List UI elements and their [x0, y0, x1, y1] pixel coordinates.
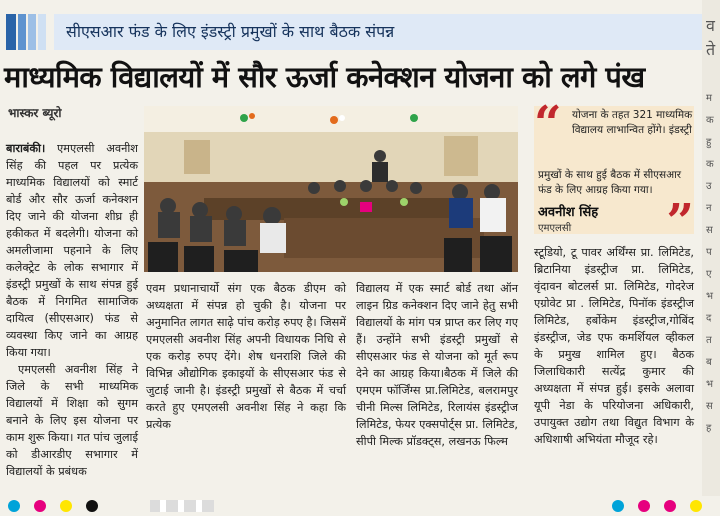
article-column-1: [6, 140, 138, 480]
edge-char: उ: [706, 181, 712, 192]
edge-char: स: [706, 225, 713, 236]
adjacent-article-edge: [702, 0, 720, 516]
article-column-3: विद्यालय में एक स्मार्ट बोर्ड तथा ऑन लाइन ग्रिड कनेक्शन दिए जाने हेतु सभी विद्यालयों के मांग पत्र प्राप्त कर लिए गए हैं। उन्होंने सभी इंडस्ट्री प्रमुखों से सीएसआर फंड से योजना को मूर्त रूप देने का आग्रह किया।बैठक में जिले की एमएम फॉर्जिंग्स प्रा.लिमिटेड, बलरामपुर चीनी मिल्स लिमिटेड, रिलायंस इंडस्ट्रीज लिमिटेड, फेयर एक्सपोर्ट्स प्रा. लिमिटेड, सीपी मिल्क प्रॉडक्ट्स, लखनऊ फिल्म: [356, 282, 518, 448]
quote-name: अवनीश सिंह: [538, 205, 599, 220]
magenta-registration-dot: [34, 500, 46, 512]
edge-char: ह: [706, 423, 712, 434]
article-column-4: स्टूडियो, टू पावर अर्थिंग्स प्रा. लिमिटेड, ब्रिटानिया इंडस्ट्रीज प्रा. लिमिटेड, वृंदावन बोटलर्स प्रा. लिमिटेड, गोदरेज एग्रोवेट प्रा . लिमिटेड, पिनॉक इंडस्ट्रीज लिमिटेड, हर्बोकेम इंडस्ट्रीज,गोबिंद इंडस्ट्रीज, जेड एफ कमर्शियल व्हीकल के प्रमुख शामिल हुए। बैठक जिलाधिकारी सत्येंद्र कुमार की अध्यक्षता में संपन्न हुई। इसके अलावा यूपी नेडा के परियोजना अधिकारी, उपायुक्त उद्योग तथा विद्युत विभाग के अधिशाषी अभियंता मौजूद रहे।: [534, 246, 694, 446]
edge-char: भ: [706, 379, 714, 390]
quote-text-top: योजना के तहत 321 माध्यमिक विद्यालय लाभान्वित होंगे। इंडस्ट्री: [572, 109, 693, 136]
magenta-registration-dot: [638, 500, 650, 512]
edge-char: ते: [706, 40, 716, 59]
edge-char: हु: [706, 137, 712, 148]
edge-char: भ: [706, 291, 714, 302]
edge-char: ए: [706, 269, 712, 280]
kicker-color-bars: [6, 14, 50, 50]
close-quote-icon: ”: [666, 194, 694, 250]
edge-char: म: [706, 93, 712, 104]
headline: माध्यमिक विद्यालयों में सौर ऊर्जा कनेक्शन योजना को लगे पंख: [4, 60, 645, 94]
column-1-paragraph-1: एमएलसी अवनीश सिंह की पहल पर प्रत्येक माध्यमिक विद्यालयों को स्मार्ट बोर्ड और सौर ऊर्जा कनेक्शन दिए जाने की योजना शीघ्र ही हकीकत में बदलेगी। योजना को अमलीजामा पहनाने के लिए कलेक्ट्रेट के लोक सभागार में इंडस्ट्री प्रमुखों के साथ संपन्न हुई बैठक में निगमित सामाजिक दायित्व (सीएसआर) फंड से व्यवस्था किए जाने का आग्रह किया गया।: [6, 142, 138, 359]
column-1-paragraph-2: एमएलसी अवनीश सिंह ने जिले के सभी माध्यमिक विद्यालयों में शिक्षा को सुगम बनाने के लिए इस योजना पर काम शुरू किया। गत पांच जुलाई को डीआरडीए सभागार में विद्यालयों के प्रबंधक: [6, 363, 138, 478]
cyan-registration-dot: [612, 500, 624, 512]
edge-char: ब: [706, 357, 712, 368]
edge-char: क: [706, 159, 714, 170]
registration-gray-strip: [150, 500, 214, 512]
pull-quote: [534, 96, 694, 250]
byline: भास्कर ब्यूरो: [8, 106, 62, 120]
edge-char: क: [706, 115, 714, 126]
edge-char: द: [706, 313, 712, 324]
quote-role: एमएलसी: [538, 223, 572, 234]
edge-char: व: [706, 16, 715, 35]
meeting-photo: [144, 106, 518, 272]
edge-char: प: [706, 247, 712, 258]
edge-char: स: [706, 401, 713, 412]
quote-text-bottom: प्रमुखों के साथ हुई बैठक में सीएसआर फंड के लिए आग्रह किया गया।: [538, 169, 682, 196]
print-registration-bar: [0, 496, 720, 516]
edge-char: त: [706, 335, 712, 346]
article-column-2: एवम प्रधानाचार्यो संग एक बैठक डीएम को अध्यक्षता में संपन्न हो चुकी है। योजना पर अनुमानित लागत साढ़े पांच करोड़ रुपए है। जिसमें एमएलसी अवनीश सिंह अपनी विधायक निधि से एक करोड़ रुपए देंगे। शेष धनराशि जिले की विभिन्न औद्योगिक इकाइयों के सीएसआर फंड से जुटाई जानी है। इंडस्ट्री प्रमुखों से बैठक में चर्चा करते हुए एमएलसी अवनीश सिंह ने कहा कि प्रत्येक: [146, 282, 346, 431]
open-quote-icon: “: [534, 96, 562, 152]
black-registration-dot: [86, 500, 98, 512]
kicker-strap: सीएसआर फंड के लिए इंडस्ट्री प्रमुखों के साथ बैठक संपन्न: [54, 14, 702, 50]
yellow-registration-dot: [690, 500, 702, 512]
magenta-registration-dot: [664, 500, 676, 512]
dateline: बाराबंकी।: [6, 142, 46, 155]
cyan-registration-dot: [8, 500, 20, 512]
edge-char: न: [706, 203, 712, 214]
yellow-registration-dot: [60, 500, 72, 512]
